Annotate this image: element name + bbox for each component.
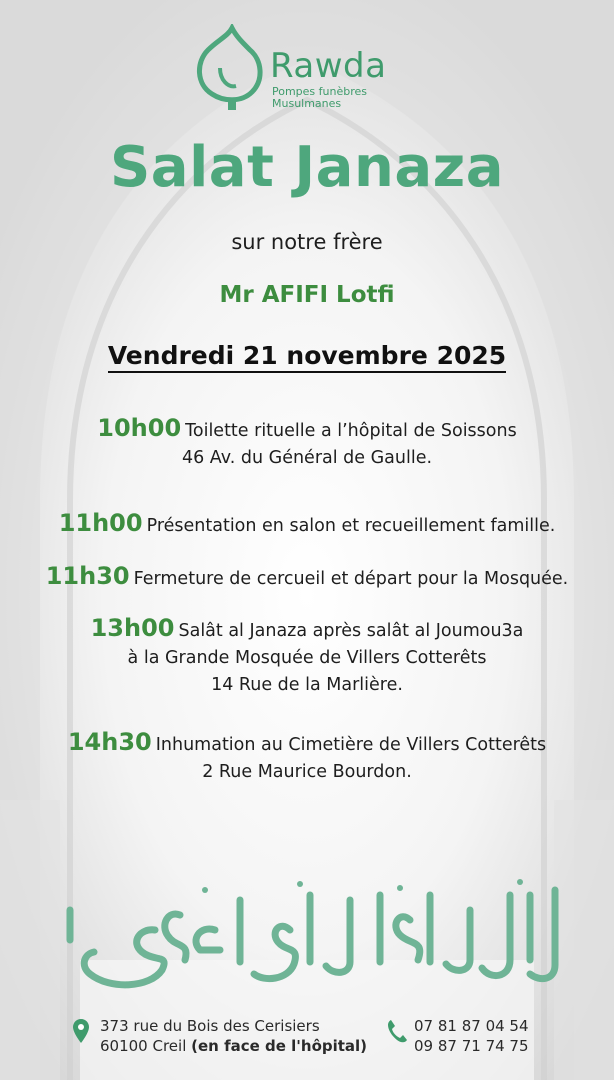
tagline-line-1: Pompes funèbres (272, 85, 368, 98)
date-text: Vendredi 21 novembre 2025 (108, 341, 506, 373)
event-item (0, 563, 614, 593)
brand-name: Rawda (270, 46, 387, 86)
event-item (0, 415, 614, 472)
deceased-name: Mr AFIFI Lotfi (219, 282, 395, 308)
event-item (0, 510, 614, 540)
tagline-line-2: Musulmanes (272, 97, 342, 110)
phone-icon (386, 1018, 408, 1044)
subtitle: sur notre frère (231, 230, 383, 254)
event-text: Présentation en salon et recueillement famille. (146, 516, 556, 536)
event-address: 46 Av. du Général de Gaulle. (181, 448, 433, 468)
phone-number[interactable]: 09 87 71 74 75 (414, 1037, 529, 1055)
footer-address (100, 1016, 367, 1056)
address-note: (en face de l'hôpital) (191, 1037, 368, 1055)
event-time: 11h30 (45, 562, 130, 590)
brand-logo (190, 24, 430, 114)
event-address: à la Grande Mosquée de Villers Cotterêts (127, 648, 487, 668)
event-time: 10h00 (97, 414, 182, 442)
location-pin-icon (72, 1018, 90, 1044)
arabic-calligraphy (50, 870, 570, 1000)
address-line-2: 60100 Creil (100, 1037, 187, 1055)
event-text: Fermeture de cercueil et départ pour la Mosquée. (133, 569, 569, 589)
dome-logo-icon (190, 24, 270, 114)
event-address: 2 Rue Maurice Bourdon. (202, 762, 412, 782)
brand-tagline (272, 86, 432, 110)
date-heading (0, 341, 614, 370)
footer (0, 1010, 614, 1060)
event-text: Inhumation au Cimetière de Villers Cotterêts (155, 735, 547, 755)
page-title: Salat Janaza (109, 135, 505, 200)
event-text: Salât al Janaza après salât al Joumou3a (178, 621, 524, 641)
event-item (0, 615, 614, 699)
event-item (0, 729, 614, 786)
event-time: 13h00 (90, 614, 175, 642)
event-address: 14 Rue de la Marlière. (211, 675, 403, 695)
address-line-1: 373 rue du Bois des Cerisiers (100, 1017, 320, 1035)
footer-phones (414, 1016, 529, 1056)
event-time: 14h30 (67, 728, 152, 756)
phone-number[interactable]: 07 81 87 04 54 (414, 1017, 529, 1035)
event-text: Toilette rituelle a l’hôpital de Soissons (185, 421, 517, 441)
event-time: 11h00 (58, 509, 143, 537)
